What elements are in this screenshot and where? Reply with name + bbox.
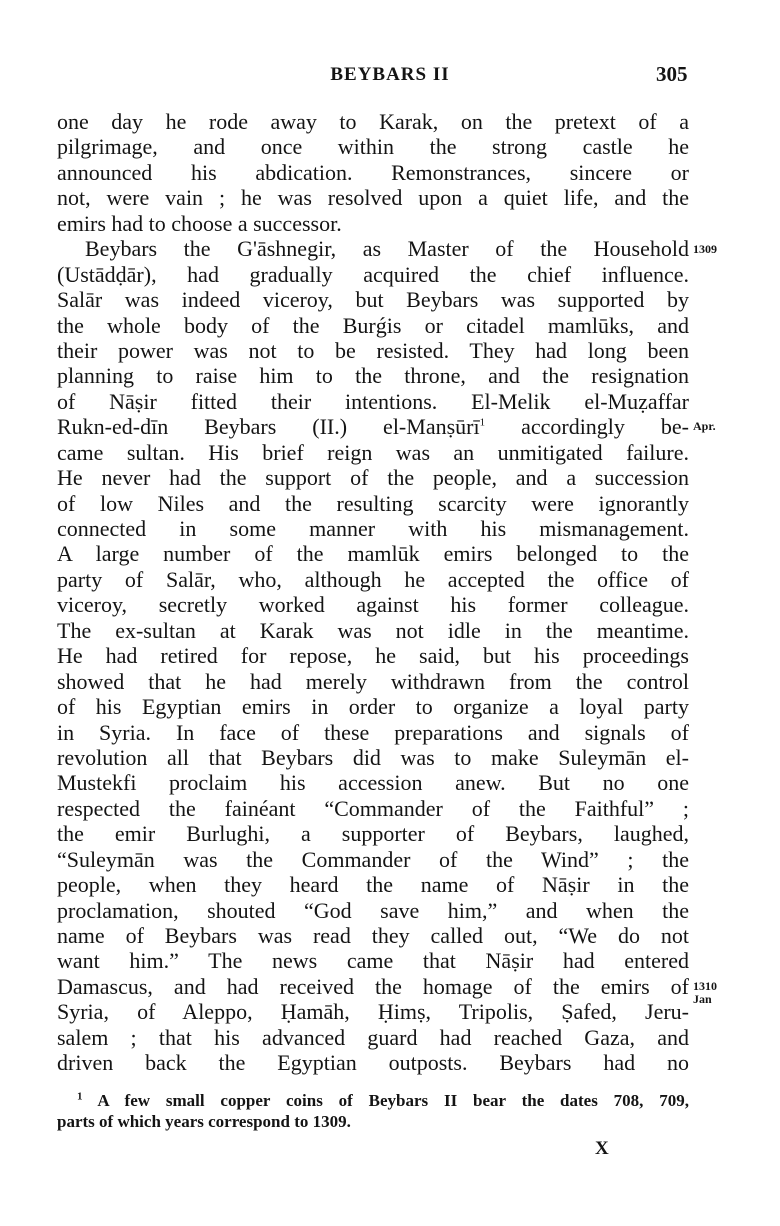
page-number: 305 [656, 62, 688, 86]
signature-mark: X [595, 1138, 609, 1159]
text-line: revolution all that Beybars did was to make Suleymān el- [57, 744, 689, 770]
text-line: in Syria. In face of these preparations and signals of [57, 719, 689, 745]
main-text [57, 109, 689, 1076]
margin-note-year-1309: 1309 [693, 242, 717, 256]
margin-note-jan: Jan [693, 992, 712, 1006]
text-line: showed that he had merely withdrawn from the control [57, 668, 689, 694]
text-line: Beybars the G'āshnegir, as Master of the Household [85, 236, 689, 262]
text-line: planning to raise him to the throne, and the resignation [57, 363, 689, 389]
text-line: Syria, of Aleppo, Ḥamāh, Ḥimṣ, Tripolis, Ṣafed, Jeru- [57, 999, 689, 1025]
text-line: Salār was indeed viceroy, but Beybars was supported by [57, 287, 689, 313]
text-line: proclamation, shouted “God save him,” and when the [57, 897, 689, 923]
text-line: their power was not to be resisted. They had long been [57, 337, 689, 363]
text-line: the emir Burlughi, a supporter of Beybars, laughed, [57, 821, 689, 847]
text-line: The ex-sultan at Karak was not idle in the meantime. [57, 617, 689, 643]
text-line: emirs had to choose a successor. [57, 210, 342, 236]
text-line: the whole body of the Burǵis or citadel mamlūks, and [57, 312, 689, 338]
text-line: He had retired for repose, he said, but his proceedings [57, 643, 689, 669]
footnote-text: A few small copper coins of Beybars II bear the dates 708, 709, [97, 1091, 689, 1110]
text-line: want him.” The news came that Nāṣir had entered [57, 948, 689, 974]
text-line: Mustekfi proclaim his accession anew. But no one [57, 770, 689, 796]
footnote-line [57, 1090, 689, 1111]
running-head: BEYBARS II [330, 64, 450, 85]
text-line: of his Egyptian emirs in order to organize a loyal party [57, 694, 689, 720]
text-line: pilgrimage, and once within the strong castle he [57, 134, 689, 160]
text-line: respected the fainéant “Commander of the Faithful” ; [57, 795, 689, 821]
footnote [57, 1090, 689, 1132]
margin-note-year-1310: 1310 [693, 979, 717, 993]
text-line: not, were vain ; he was resolved upon a quiet life, and the [57, 185, 689, 211]
text-line: announced his abdication. Remonstrances, sincere or [57, 159, 689, 185]
text-line: driven back the Egyptian outposts. Beybars had no [57, 1050, 689, 1076]
text-line: party of Salār, who, although he accepted the office of [57, 566, 689, 592]
text-line: (Ustādḍār), had gradually acquired the chief influence. [57, 261, 689, 287]
text-line: A large number of the mamlūk emirs belonged to the [57, 541, 689, 567]
text-line: “Suleymān was the Commander of the Wind” ; the [57, 846, 689, 872]
margin-note-apr: Apr. [693, 419, 716, 433]
text-line: He never had the support of the people, and a succession [57, 465, 689, 491]
text-segment: accordingly be- [485, 414, 689, 440]
text-line: connected in some manner with his mismanagement. [57, 516, 689, 541]
footnote-line: parts of which years correspond to 1309. [57, 1112, 351, 1131]
text-segment: Rukn-ed-dīn Beybars (II.) el-Manṣūrī [57, 414, 480, 440]
text-line: of Nāṣir fitted their intentions. El-Melik el-Muẓaffar [57, 388, 689, 414]
text-line: salem ; that his advanced guard had reached Gaza, and [57, 1024, 689, 1050]
text-line: Damascus, and had received the homage of the emirs of [57, 973, 689, 999]
text-line: of low Niles and the resulting scarcity were ignorantly [57, 490, 689, 516]
footnote-number: 1 [77, 1090, 83, 1103]
text-line: came sultan. His brief reign was an unmitigated failure. [57, 439, 689, 465]
footnote-marker: 1 [479, 416, 486, 429]
text-line: one day he rode away to Karak, on the pretext of a [57, 109, 689, 134]
text-line: name of Beybars was read they called out, “We do not [57, 923, 689, 948]
text-line: viceroy, secretly worked against his former colleague. [57, 592, 689, 618]
text-line: people, when they heard the name of Nāṣir in the [57, 872, 689, 898]
text-line [57, 414, 689, 439]
